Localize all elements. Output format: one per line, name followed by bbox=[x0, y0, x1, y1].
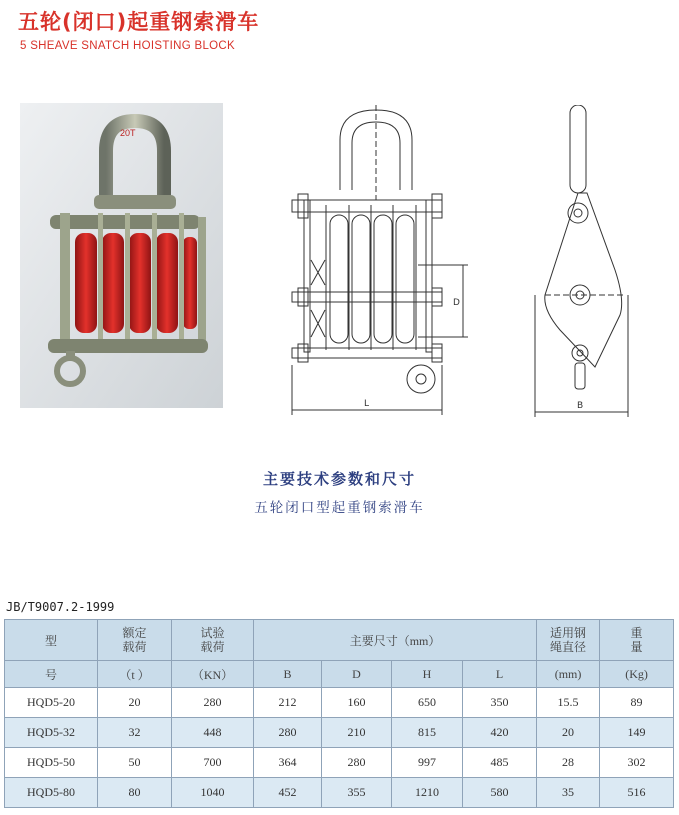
hook-marking: 20T bbox=[120, 128, 136, 138]
cell-model: HQD5-50 bbox=[5, 748, 98, 778]
spec-table bbox=[4, 619, 674, 808]
cell-b: 452 bbox=[254, 778, 322, 808]
cell-test: 1040 bbox=[172, 778, 254, 808]
header-test-load: 试验 载荷 bbox=[172, 620, 254, 661]
cell-weight: 302 bbox=[600, 748, 674, 778]
cell-l: 420 bbox=[463, 718, 537, 748]
header-weight-unit: (Kg) bbox=[600, 661, 674, 688]
cell-d: 210 bbox=[322, 718, 392, 748]
table-row bbox=[5, 778, 674, 808]
dim-b-label: B bbox=[577, 401, 584, 411]
header-model: 型 bbox=[5, 620, 98, 661]
cell-weight: 89 bbox=[600, 688, 674, 718]
cell-h: 650 bbox=[392, 688, 463, 718]
cell-rated: 32 bbox=[98, 718, 172, 748]
dim-l-label: L bbox=[364, 399, 370, 409]
cell-model: HQD5-20 bbox=[5, 688, 98, 718]
cell-b: 212 bbox=[254, 688, 322, 718]
table-row bbox=[5, 688, 674, 718]
table-row bbox=[5, 748, 674, 778]
header-col-h: H bbox=[392, 661, 463, 688]
header-col-b: B bbox=[254, 661, 322, 688]
cell-test: 280 bbox=[172, 688, 254, 718]
cell-d: 280 bbox=[322, 748, 392, 778]
cell-h: 997 bbox=[392, 748, 463, 778]
header-rope-diameter: 适用钢 绳直径 bbox=[537, 620, 600, 661]
cell-b: 280 bbox=[254, 718, 322, 748]
front-view-drawing bbox=[278, 105, 478, 417]
cell-l: 350 bbox=[463, 688, 537, 718]
section-title: 主要技术参数和尺寸 bbox=[262, 470, 416, 488]
cell-rope: 28 bbox=[537, 748, 600, 778]
table-row bbox=[5, 718, 674, 748]
cell-rated: 50 bbox=[98, 748, 172, 778]
page-title-cn: 五轮(闭口)起重钢索滑车 bbox=[18, 10, 260, 34]
standard-code: JB/T9007.2-1999 bbox=[6, 600, 115, 614]
dim-d-label: D bbox=[453, 298, 460, 308]
header-test-unit: （KN） bbox=[172, 661, 254, 688]
header-rope-unit: (mm) bbox=[537, 661, 600, 688]
cell-weight: 516 bbox=[600, 778, 674, 808]
cell-h: 1210 bbox=[392, 778, 463, 808]
cell-test: 700 bbox=[172, 748, 254, 778]
cell-d: 355 bbox=[322, 778, 392, 808]
cell-l: 485 bbox=[463, 748, 537, 778]
cell-rope: 35 bbox=[537, 778, 600, 808]
cell-d: 160 bbox=[322, 688, 392, 718]
header-rated-load: 额定 载荷 bbox=[98, 620, 172, 661]
header-rated-unit: （t ） bbox=[98, 661, 172, 688]
cell-weight: 149 bbox=[600, 718, 674, 748]
cell-rope: 20 bbox=[537, 718, 600, 748]
section-subtitle: 五轮闭口型起重钢索滑车 bbox=[254, 500, 425, 516]
product-photo bbox=[20, 103, 223, 408]
header-model-2: 号 bbox=[5, 661, 98, 688]
cell-h: 815 bbox=[392, 718, 463, 748]
cell-test: 448 bbox=[172, 718, 254, 748]
cell-rope: 15.5 bbox=[537, 688, 600, 718]
cell-rated: 80 bbox=[98, 778, 172, 808]
header-weight: 重 量 bbox=[600, 620, 674, 661]
cell-l: 580 bbox=[463, 778, 537, 808]
cell-b: 364 bbox=[254, 748, 322, 778]
page-title-en: 5 SHEAVE SNATCH HOISTING BLOCK bbox=[20, 40, 235, 52]
cell-model: HQD5-80 bbox=[5, 778, 98, 808]
cell-model: HQD5-32 bbox=[5, 718, 98, 748]
header-col-d: D bbox=[322, 661, 392, 688]
cell-rated: 20 bbox=[98, 688, 172, 718]
side-view-drawing bbox=[525, 105, 640, 417]
header-main-dims: 主要尺寸（mm） bbox=[254, 620, 537, 661]
header-col-l: L bbox=[463, 661, 537, 688]
